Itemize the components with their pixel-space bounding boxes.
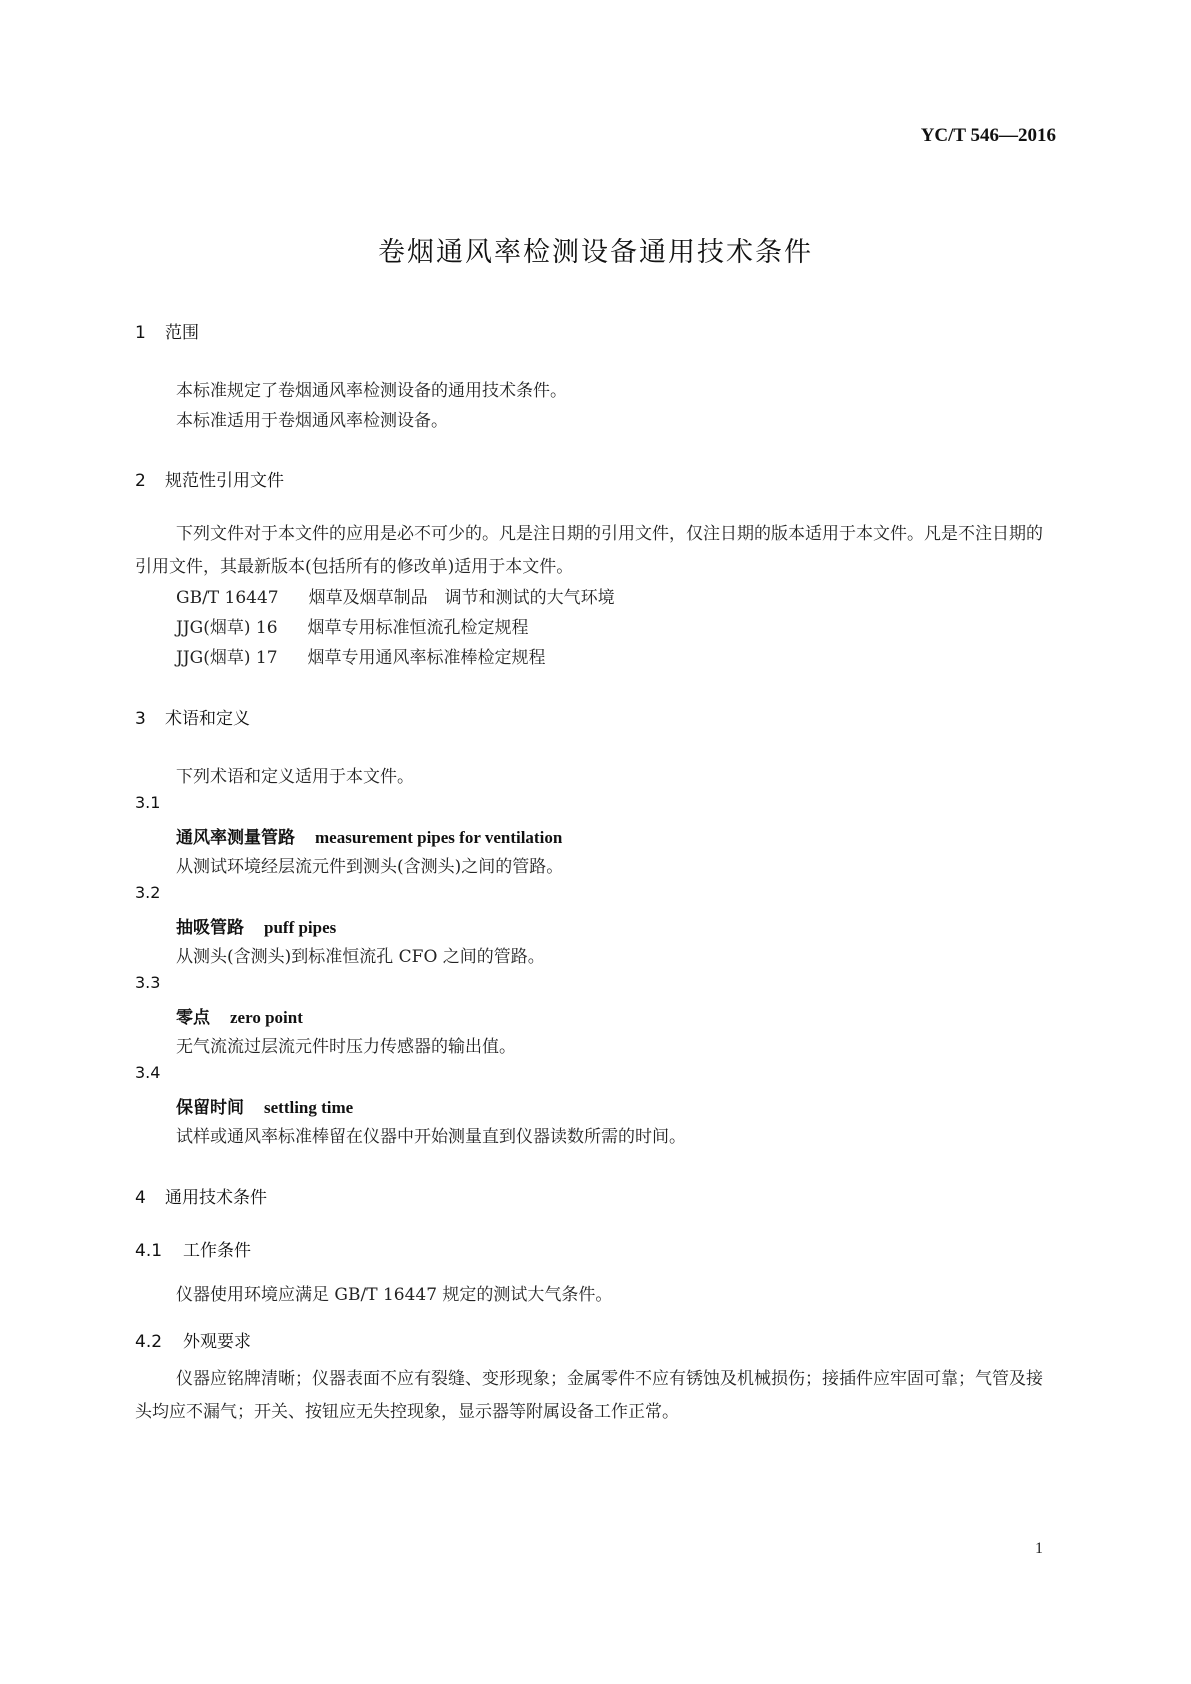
term-definition: 从测试环境经层流元件到测头(含测头)之间的管路。 xyxy=(176,857,564,877)
page-number: 1 xyxy=(1035,1540,1043,1557)
section-number: 1 xyxy=(135,323,146,343)
document-title: 卷烟通风率检测设备通用技术条件 xyxy=(378,237,813,268)
reference-item xyxy=(176,583,615,608)
section-number: 3 xyxy=(135,709,146,729)
term-english: measurement pipes for ventilation xyxy=(315,828,563,847)
term-definition: 无气流流过层流元件时压力传感器的输出值。 xyxy=(176,1037,516,1057)
reference-code: GB/T 16447 xyxy=(176,588,279,608)
references-intro: 下列文件对于本文件的应用是必不可少的。凡是注日期的引用文件，仅注日期的版本适用于本文件。凡是不注日期的引用文件，其最新版本(包括所有的修改单)适用于本文件。 xyxy=(135,524,1043,577)
section-title: 通用技术条件 xyxy=(165,1188,267,1208)
term-number: 3.1 xyxy=(135,793,161,812)
subsection-number: 4.2 xyxy=(135,1332,163,1352)
reference-title: 烟草专用通风率标准棒检定规程 xyxy=(307,648,546,668)
subsection-title: 外观要求 xyxy=(183,1332,251,1352)
working-conditions-text: 仪器使用环境应满足 GB/T 16447 规定的测试大气条件。 xyxy=(176,1285,613,1305)
term-number: 3.3 xyxy=(135,973,161,992)
section-1-heading xyxy=(135,318,199,343)
section-3-heading xyxy=(135,704,250,729)
subsection-title: 工作条件 xyxy=(183,1241,251,1261)
term-heading xyxy=(176,1003,303,1028)
term-heading xyxy=(176,1093,353,1118)
scope-paragraph-2: 本标准适用于卷烟通风率检测设备。 xyxy=(176,411,448,431)
subsection-4-1-heading xyxy=(135,1236,251,1261)
section-title: 术语和定义 xyxy=(165,709,250,729)
term-heading xyxy=(176,823,562,848)
term-english: puff pipes xyxy=(264,918,337,937)
reference-code: JJG(烟草) 17 xyxy=(176,648,278,668)
section-number: 4 xyxy=(135,1188,146,1208)
subsection-number: 4.1 xyxy=(135,1241,163,1261)
section-title: 规范性引用文件 xyxy=(165,471,284,491)
term-chinese: 抽吸管路 xyxy=(176,918,244,938)
reference-title: 烟草及烟草制品 调节和测试的大气环境 xyxy=(308,588,615,608)
section-2-heading xyxy=(135,466,284,491)
terms-intro: 下列术语和定义适用于本文件。 xyxy=(176,767,414,787)
reference-item xyxy=(176,613,529,638)
term-english: zero point xyxy=(230,1008,303,1027)
standard-code: YC/T 546—2016 xyxy=(920,125,1056,146)
term-definition: 试样或通风率标准棒留在仪器中开始测量直到仪器读数所需的时间。 xyxy=(176,1127,686,1147)
section-number: 2 xyxy=(135,471,146,491)
section-title: 范围 xyxy=(165,323,199,343)
term-chinese: 零点 xyxy=(176,1008,210,1028)
term-chinese: 保留时间 xyxy=(176,1098,244,1118)
term-number: 3.2 xyxy=(135,883,161,902)
term-english: settling time xyxy=(264,1098,354,1117)
section-4-heading xyxy=(135,1183,267,1208)
term-number: 3.4 xyxy=(135,1063,161,1082)
reference-code: JJG(烟草) 16 xyxy=(176,618,278,638)
term-definition: 从测头(含测头)到标准恒流孔 CFO 之间的管路。 xyxy=(176,947,545,967)
subsection-4-2-heading xyxy=(135,1327,251,1352)
reference-title: 烟草专用标准恒流孔检定规程 xyxy=(307,618,529,638)
term-chinese: 通风率测量管路 xyxy=(176,828,295,848)
reference-item xyxy=(176,643,546,668)
term-heading xyxy=(176,913,336,938)
scope-paragraph-1: 本标准规定了卷烟通风率检测设备的通用技术条件。 xyxy=(176,381,567,401)
appearance-requirements-text: 仪器应铭牌清晰；仪器表面不应有裂缝、变形现象；金属零件不应有锈蚀及机械损伤；接插件应牢固可靠；气管及接头均应不漏气；开关、按钮应无失控现象，显示器等附属设备工作正常。 xyxy=(135,1369,1043,1422)
